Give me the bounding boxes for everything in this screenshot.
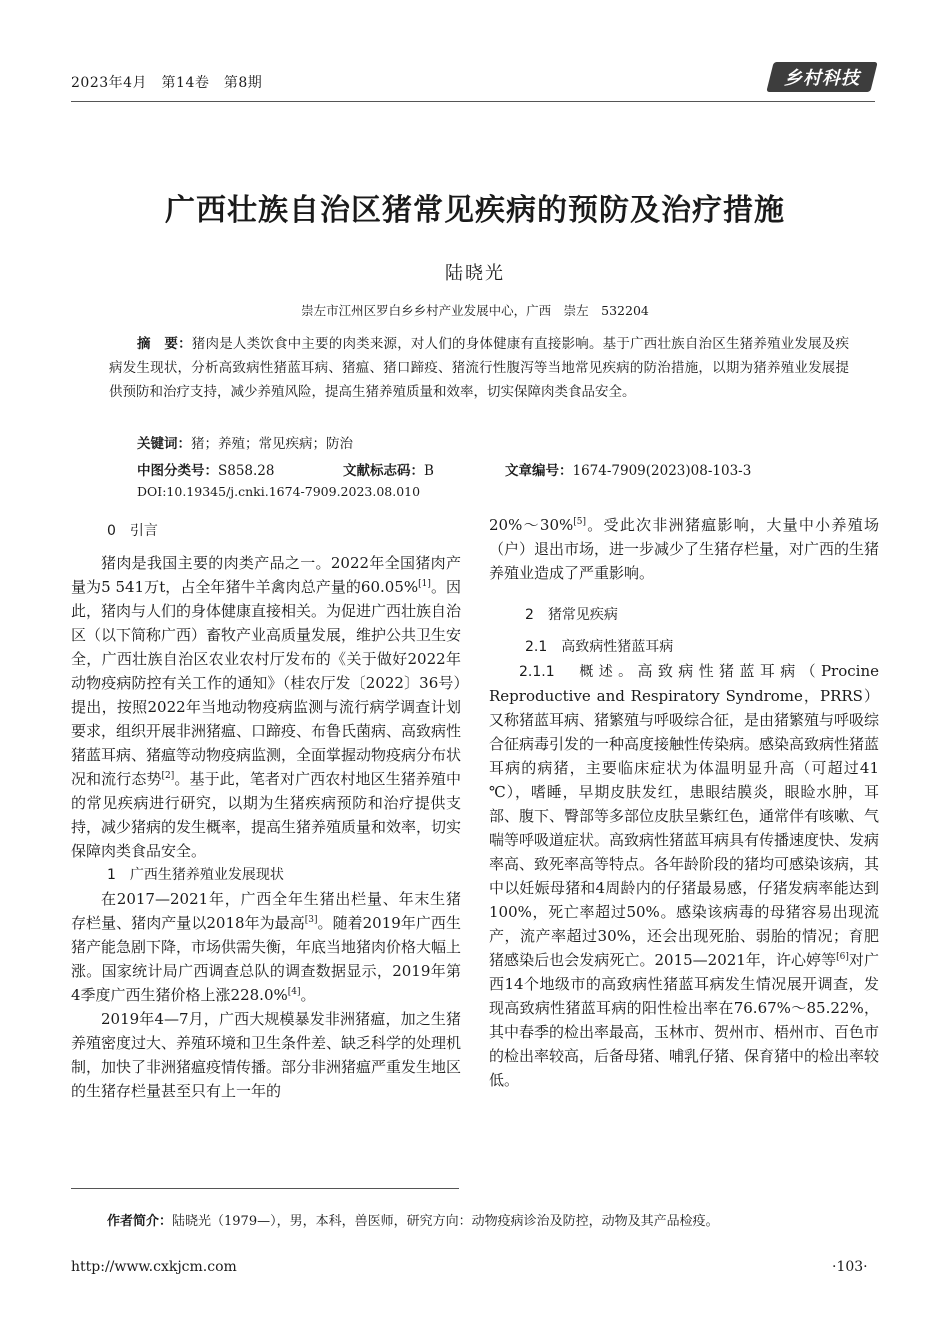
left-column: [71, 513, 461, 1103]
paragraph-asf: 2019年4—7月，广西大规模暴发非洲猪瘟，加之生猪养殖密度过大、养殖环境和卫生条件差、缺乏科学的处理机制，加快了非洲猪瘟疫情传播。部分非洲猪瘟严重发生地区的生猪存栏量甚至只有上一年的: [71, 1010, 462, 1100]
journal-brand-logo: [766, 62, 877, 92]
paragraph-intro: [71, 551, 461, 863]
citation-ref: [1]: [418, 579, 431, 589]
subsection-heading-prrs: 2.1 高致病性猪蓝耳病: [525, 639, 674, 655]
keywords-text: 猪；养殖；常见疾病；防治: [191, 436, 353, 452]
paragraph-text: 20%～30%: [489, 516, 574, 534]
paragraph-status: [71, 887, 461, 1007]
citation-ref: [6]: [836, 952, 849, 962]
abstract-text: 猪肉是人类饮食中主要的肉类来源，对人们的身体健康有直接影响。基于广西壮族自治区生猪养殖业发展及疾病发生现状，分析高致病性猪蓝耳病、猪瘟、猪口蹄疫、猪流行性腹泻等当地常见疾病的防治措施，以期为猪养殖业发展提供预防和治疗支持，减少养殖风险，提高生猪养殖质量和效率，切实保障肉类食品安全。: [109, 336, 850, 400]
abstract: [109, 332, 849, 404]
brand-text: 乡村科技: [784, 68, 860, 89]
classification-row: [137, 459, 867, 479]
keywords-label: 关键词：: [137, 436, 191, 452]
section-heading-diseases: 2 猪常见疾病: [525, 607, 618, 623]
paragraph-prrs: [489, 659, 879, 1092]
doc-code-label: 文献标志码：: [343, 463, 424, 479]
clc-label: 中图分类号：: [137, 463, 218, 479]
paragraph-text: 。基于此，笔者对广西农村地区生猪养殖中的常见疾病进行研究，以期为生猪疾病预防和治疗提供支持，减少猪病的发生概率，提高生猪养殖质量和效率，切实保障肉类食品安全。: [71, 770, 462, 860]
page-number: ·103·: [832, 1259, 868, 1275]
paragraph-text: 。: [300, 986, 316, 1004]
header-divider: [71, 101, 875, 102]
footnote-text: 陆晓光（1979—），男，本科，兽医师，研究方向：动物疫病诊治及防控，动物及其产品检疫。: [172, 1214, 719, 1229]
citation-ref: [2]: [161, 771, 175, 781]
author-affiliation: 崇左市江州区罗白乡乡村产业发展中心，广西 崇左 532204: [301, 303, 649, 318]
paragraph-text: 。因此，猪肉与人们的身体健康直接相关。为促进广西壮族自治区（以下简称广西）畜牧产业高质量发展，维护公共卫生安全，广西壮族自治区农业农村厅发布的《关于做好2022年动物疫病防控有关工作的通知》（桂农厅发〔2022〕36号）提出，按照2022年当地动物疫病监测与流行病学调查计划要求，组织开展非洲猪瘟、口蹄疫、布鲁氏菌病、高致病性猪蓝耳病、猪瘟等动物疫病监测，全面掌握动物疫病分布状况和流行态势: [71, 578, 462, 788]
doi: DOI:10.19345/j.cnki.1674-7909.2023.08.010: [137, 484, 421, 499]
citation-ref: [3]: [304, 915, 318, 925]
citation-ref: [4]: [287, 987, 301, 997]
footnote-label: 作者简介：: [107, 1214, 173, 1229]
paragraph-text: 。受此次非洲猪瘟影响，大量中小养殖场（户）退出市场，进一步减少了生猪存栏量，对广西的生猪养殖业造成了严重影响。: [489, 516, 880, 582]
journal-issue: 2023年4月 第14卷 第8期: [71, 75, 263, 91]
paragraph-text: 猪肉是我国主要的肉类产品之一。2022年全国猪肉产量为5 541万t，占全年猪牛羊禽肉总产量的60.05%: [71, 554, 461, 596]
journal-url: http://www.cxkjcm.com: [71, 1259, 237, 1275]
paragraph-text: 。随着2019年广西生猪产能急剧下降，市场供需失衡，年底当地猪肉价格大幅上涨。国家统计局广西调查总队的调查数据显示，2019年第4季度广西生猪价格上涨228.0%: [71, 914, 462, 1004]
article-number-value: 1674-7909(2023)08-103-3: [572, 463, 752, 479]
clc-value: S858.28: [218, 463, 275, 479]
paragraph-text: 高致病性猪蓝耳病（Procine Reproductive and Respiratory Syndrome，PRRS）又称猪蓝耳病、猪繁殖与呼吸综合征，是由猪繁殖与呼吸综合征病毒引发的一种高度接触性传染病。感染高致病性猪蓝耳病的病猪，主要临床症状为体温明显升高（可超过41 ℃），嗜睡，早期皮肤发红，患眼结膜炎，眼睑水肿，耳部、腹下、臀部等多部位皮肤呈紫红色，通常伴有咳嗽、气喘等呼吸道症状。高致病性猪蓝耳病具有传播速度快、发病率高、致死率高等特点。各年龄阶段的猪均可感染该病，其中以妊娠母猪和4周龄内的仔猪最易感，仔猪发病率能达到100%，死亡率超过50%。感染该病毒的母猪容易出现流产，流产率超过30%，还会出现死胎、弱胎的情况；育肥猪感染后也会发病死亡。2015—2021年，许心婷等: [489, 662, 880, 969]
citation-ref: [5]: [573, 517, 586, 527]
subsubsection-heading: 2.1.1 概述。: [519, 664, 638, 680]
paragraph-asf-continued: [489, 513, 879, 585]
keywords: [137, 432, 353, 452]
article-title: 广西壮族自治区猪常见疾病的预防及治疗措施: [165, 193, 785, 228]
right-column: [489, 513, 879, 1092]
abstract-label: 摘 要：: [137, 336, 192, 352]
section-heading-status: 1 广西生猪养殖业发展现状: [107, 867, 284, 883]
author-name: 陆晓光: [445, 263, 505, 284]
article-number-label: 文章编号：: [505, 463, 573, 479]
section-heading-intro: 0 引言: [107, 523, 158, 539]
paragraph-text: 对广西14个地级市的高致病性猪蓝耳病发生情况展开调查，发现高致病性猪蓝耳病的阳性检出率在76.67%～85.22%，其中春季的检出率最高，玉林市、贺州市、梧州市、百色市的检出率较高，后备母猪、哺乳仔猪、保育猪中的检出率较低。: [489, 951, 880, 1089]
footnote-divider: [71, 1188, 459, 1189]
author-bio-footnote: [107, 1210, 719, 1229]
paragraph-text: 在2017—2021年，广西全年生猪出栏量、年末生猪存栏量、猪肉产量以2018年为最高: [71, 890, 461, 932]
doc-code-value: B: [424, 463, 434, 479]
